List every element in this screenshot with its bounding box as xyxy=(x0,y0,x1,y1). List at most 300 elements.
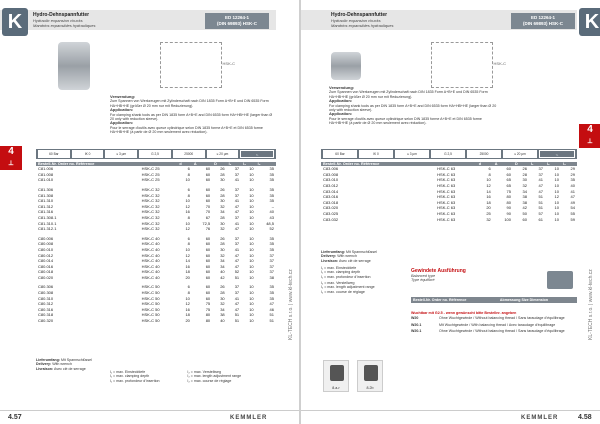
col-l1: l₁ xyxy=(529,162,545,166)
usage-head-en: Application: xyxy=(110,107,134,113)
order-number-cell: C80.014 xyxy=(38,258,54,264)
table-cell: 10 xyxy=(249,186,254,192)
chapter-tab xyxy=(0,146,22,170)
table-cell: HSK-C 32 xyxy=(141,209,160,215)
table-cell: HSK-C 32 xyxy=(141,214,160,220)
table-cell: 10 xyxy=(249,235,254,241)
norm-din: (DIN 69893) HSK-C xyxy=(522,21,563,26)
table-cell: 37 xyxy=(234,192,240,198)
table-cell: HSK-C 50 xyxy=(141,295,160,301)
order-number-cell: C80.316 xyxy=(38,306,54,312)
list-item xyxy=(411,316,577,320)
pressure-icon: 60 Bar xyxy=(323,150,357,158)
order-number-cell: C83.008 xyxy=(323,171,339,177)
chapter-number: 4 xyxy=(8,146,14,157)
coolant-icon: IK 0 xyxy=(72,150,104,158)
table-cell: 26 xyxy=(522,166,527,172)
table-cell: 54 xyxy=(570,205,575,211)
table-cell: HSK-C 32 xyxy=(141,192,160,198)
table-cell: 10 xyxy=(249,301,254,307)
table-cell: 70 xyxy=(205,203,211,209)
usage-fr: Pour le serrage d'outils avec queue cylindrique selon DIN 1835 forme A+B+E et DIN 6535 forme HA+HB+HE (à partir de Ø 20 mm seulement avec réduction). xyxy=(110,125,263,135)
table-cell: 37 xyxy=(269,269,274,275)
rpm-icon: 25000 xyxy=(467,150,501,158)
order-number-cell: C81.312 xyxy=(38,203,54,209)
table-cell: 10 xyxy=(249,214,254,220)
delivery-value-en: With wrench xyxy=(337,254,357,259)
table-cell: 10 xyxy=(249,241,254,247)
table-cell: 37 xyxy=(538,171,543,177)
table-cell: HSK-C 40 xyxy=(141,258,160,264)
table-cell: 16 xyxy=(185,209,190,215)
table-cell: 26 xyxy=(220,186,225,192)
table-cell: 51 xyxy=(538,199,543,205)
table-cell: 41 xyxy=(234,198,240,204)
acc-desc: Mit Wuchtgewinde / With balancing thread / Avec taraudage d'équilibrage xyxy=(439,322,556,327)
table-cell: 37 xyxy=(269,252,274,258)
table-cell: 40 xyxy=(269,209,274,215)
table-cell: 52 xyxy=(269,226,274,232)
page-number: 4.57 xyxy=(8,414,22,421)
col-order-no: Bestell-Nr. Order no. Référence xyxy=(36,162,140,166)
table-cell: 26 xyxy=(220,235,225,241)
table-cell: 47 xyxy=(234,203,240,209)
table-cell: HSK-C 50 xyxy=(141,301,160,307)
table-cell: 46 xyxy=(269,306,274,312)
delivery-value-fr: Avec clé de serrage xyxy=(339,258,371,263)
legend xyxy=(321,281,375,294)
accessory-subtitle-fr: Type équilibré xyxy=(411,278,435,283)
table-cell: 10 xyxy=(554,205,559,211)
legend-line: l₁ = max. clamping depth xyxy=(321,270,361,275)
table-cell: 10 xyxy=(554,216,559,222)
page-title: Hydro-Dehnspannfutter xyxy=(331,12,388,18)
order-number-cell: C81.308 xyxy=(38,192,54,198)
table-cell: 51 xyxy=(538,194,543,200)
table-cell: 42 xyxy=(522,205,527,211)
col-l1: l₁ xyxy=(227,162,242,166)
table-cell: 60 xyxy=(205,171,211,177)
table-cell: 37 xyxy=(234,166,240,172)
balance-icon: G 2,5 xyxy=(431,150,465,158)
table-cell: 59 xyxy=(570,216,575,222)
table-cell: 32 xyxy=(486,216,491,222)
table-cell: 32 xyxy=(220,301,225,307)
table-cell: 10 xyxy=(554,177,559,183)
order-number-cell: C83.016 xyxy=(323,194,339,200)
legend-line: l₂ = max. course de réglage xyxy=(187,378,232,383)
acc-desc: Ohne Wuchtgewinde / Without balancing thread / Sans taraudage d'équilibrage xyxy=(439,329,565,334)
table-cell: HSK-C 32 xyxy=(141,186,160,192)
left-page xyxy=(0,0,299,424)
norm-din: (DIN 69893) HSK-C xyxy=(216,21,257,26)
order-number-cell: C80.020 xyxy=(38,274,54,280)
property-icon-bar xyxy=(321,149,577,159)
table-cell: 10 xyxy=(249,295,254,301)
accessory-rows xyxy=(411,310,577,336)
table-cell: 10 xyxy=(249,318,254,324)
table-cell: 18 xyxy=(486,199,491,205)
table-cell: 90 xyxy=(506,205,511,211)
part-image xyxy=(364,365,378,381)
order-number-cell: C80.018 xyxy=(38,269,54,275)
table-cell: 10 xyxy=(554,166,559,172)
acc-col-size: Abmessung Size Dimension xyxy=(498,297,577,303)
table-cell: 32 xyxy=(220,203,225,209)
legend-line: l₁ = max. clamping depth xyxy=(110,374,150,379)
table-cell: 30 xyxy=(220,177,225,183)
table-cell: 32 xyxy=(220,226,225,232)
order-number-cell: C83.014 xyxy=(323,188,339,194)
thumbnail xyxy=(323,360,349,392)
table-cell: 6 xyxy=(187,284,190,290)
table-cell: 48,5 xyxy=(266,220,274,226)
table-cell: HSK-C 32 xyxy=(141,203,160,209)
table-cell: 37 xyxy=(234,171,240,177)
delivery-label-en: Delivery: xyxy=(36,362,52,367)
website-vertical: KL-TECH s.r.o. | www.kl-tech.cz xyxy=(288,269,294,340)
usage-head-de: Verwendung: xyxy=(110,94,136,99)
legend xyxy=(110,370,241,383)
table-cell: 30 xyxy=(220,295,225,301)
tolerance-icon: ≤ 20 µm xyxy=(503,150,537,158)
table-cell: HSK-C 40 xyxy=(141,241,160,247)
tool-icon: ⟂ xyxy=(8,160,14,167)
table-cell: HSK-C 50 xyxy=(141,318,160,324)
table-cell: 28 xyxy=(220,290,225,296)
table-cell: HSK-C 63 xyxy=(437,182,456,188)
table-cell: 10 xyxy=(185,295,190,301)
table-cell: HSK-C 40 xyxy=(141,263,160,269)
table-cell: 70 xyxy=(205,209,211,215)
table-cell: 60 xyxy=(205,258,211,264)
order-number-cell: C81.010 xyxy=(38,177,54,183)
order-number-cell: C83.025 xyxy=(323,210,339,216)
table-cell: 47 xyxy=(570,194,575,200)
table-cell: 10 xyxy=(249,209,254,215)
order-number-cell: C80.318 xyxy=(38,312,54,318)
table-cell: 10 xyxy=(249,198,254,204)
chuck-image xyxy=(58,42,90,90)
table-cell: 75 xyxy=(506,188,511,194)
delivery-label-de: Lieferumfang: xyxy=(36,358,60,362)
order-number-cell: C83.006 xyxy=(323,166,339,172)
table-cell: 10 xyxy=(249,166,254,172)
table-cell: 35 xyxy=(269,235,274,241)
order-number-cell: C81.006 xyxy=(38,166,54,172)
order-number-cell: C80.306 xyxy=(38,284,54,290)
usage-head-fr: Application: xyxy=(110,120,134,126)
table-cell: 76 xyxy=(205,226,211,232)
chuck-image xyxy=(331,52,361,80)
thumbnail-label: 8.a-r xyxy=(332,386,340,390)
order-number-cell: C80.010 xyxy=(38,246,54,252)
table-cell: – xyxy=(271,203,274,209)
table-cell: 41 xyxy=(234,295,240,301)
table-cell: 37 xyxy=(234,241,240,247)
table-cell: 10 xyxy=(554,199,559,205)
table-cell: 47 xyxy=(234,263,240,269)
table-cell: HSK-C 25 xyxy=(141,177,160,183)
delivery-value-de: Mit Spannschlüssel xyxy=(345,250,377,254)
table-cell: 25 xyxy=(486,210,491,216)
table-cell: 75 xyxy=(205,301,211,307)
table-cell: 41 xyxy=(234,177,240,183)
table-cell: 30 xyxy=(220,246,225,252)
table-cell: 51 xyxy=(269,312,274,318)
table-cell: 6 xyxy=(488,166,491,172)
acc-code: W20 xyxy=(411,316,419,321)
table-cell: 20 xyxy=(185,318,190,324)
table-cell: 20 xyxy=(185,274,190,280)
table-cell: 34 xyxy=(220,258,225,264)
table-cell: 10 xyxy=(554,171,559,177)
thumbnail-label: 8.2b xyxy=(366,386,374,390)
table-cell: 35 xyxy=(269,290,274,296)
table-cell: 51 xyxy=(538,205,543,211)
acc-code: W20.1 xyxy=(411,329,422,334)
table-cell: 29 xyxy=(570,166,575,172)
table-cell: 26 xyxy=(220,284,225,290)
table-cell: 37 xyxy=(269,258,274,264)
table-cell: 55 xyxy=(570,210,575,216)
subtitle-en: Hydraulic expansion chucks xyxy=(33,18,83,23)
col-order-no: Bestell-Nr. Order no. Référence xyxy=(321,162,435,166)
table-cell: HSK-C 40 xyxy=(141,252,160,258)
order-number-cell: C81.306 xyxy=(38,186,54,192)
table-cell: 49 xyxy=(570,199,575,205)
table-cell: 14 xyxy=(486,188,491,194)
table-cell: 34 xyxy=(220,263,225,269)
col-d: d xyxy=(177,162,192,166)
table-cell: 30 xyxy=(522,177,527,183)
table-cell: 90 xyxy=(506,210,511,216)
order-number-cell: C81.310.1 xyxy=(38,220,57,226)
order-number-cell: C83.032 xyxy=(323,216,339,222)
table-cell: 16 xyxy=(185,263,190,269)
col-a: A xyxy=(192,162,212,166)
table-cell: 43 xyxy=(269,214,274,220)
col-dd: D xyxy=(513,162,529,166)
order-number-cell: C81.308.1 xyxy=(38,214,57,220)
table-cell: 16 xyxy=(185,306,190,312)
table-cell: 37 xyxy=(234,186,240,192)
accessory-title: Gewindete Ausführung xyxy=(411,268,466,274)
legend-line: l₁ = max. Einstecktiefe xyxy=(110,370,146,374)
delivery-label-fr: Livraison: xyxy=(321,258,339,263)
table-cell: 38 xyxy=(269,274,274,280)
table-cell: 16 xyxy=(486,194,491,200)
table-cell: 40 xyxy=(220,269,225,275)
delivery-info xyxy=(36,358,92,371)
table-cell: 60 xyxy=(205,269,211,275)
table-cell: 60 xyxy=(506,166,511,172)
pressure-icon: 60 Bar xyxy=(38,150,70,158)
coolant-icon: IK 0 xyxy=(359,150,393,158)
delivery-value-en: With wrench xyxy=(52,362,72,367)
col-l2: l₂ xyxy=(545,162,561,166)
table-row xyxy=(321,217,577,223)
chapter-number: 4 xyxy=(587,124,593,135)
subtitle-fr: Mandrins expansibles hydrauliques xyxy=(33,23,96,28)
table-cell: HSK-C 50 xyxy=(141,312,160,318)
legend-line: l₁ = max. profondeur d'insertion xyxy=(321,274,371,279)
subtitle-fr: Mandrins expansibles hydrauliques xyxy=(331,23,394,28)
acc-desc: Ohne Wuchtgewinde / Without balancing thread / Sans taraudage d'équilibrage xyxy=(439,316,565,321)
order-number-cell: C83.012 xyxy=(323,182,339,188)
table-cell: 67 xyxy=(205,214,211,220)
table-cell: 8 xyxy=(187,192,190,198)
table-cell: 10 xyxy=(249,269,254,275)
table-cell: HSK-C 32 xyxy=(141,226,160,232)
usage-text xyxy=(329,86,499,126)
table-cell: 41 xyxy=(538,177,543,183)
col-dd: D xyxy=(212,162,227,166)
accessory-section: Wuchtbar mit G2.5 - wenn gewünscht bitte Bestellnr. angeben xyxy=(411,311,517,315)
table-cell: 10 xyxy=(249,171,254,177)
table-cell: 10 xyxy=(249,226,254,232)
order-number-cell: C81.008 xyxy=(38,171,54,177)
col-l2: l₂ xyxy=(241,162,256,166)
order-number-cell: C83.018 xyxy=(323,199,339,205)
table-cell: 10 xyxy=(185,220,190,226)
table-cell: 60 xyxy=(506,171,511,177)
table-cell: 40 xyxy=(570,182,575,188)
usage-fr: Pour le serrage d'outils avec queue cylindrique selon DIN 1835 forme A+B+E et DIN 6535 forme HA+HB+HE (à partir de Ø 20 mm seulement avec réduction). xyxy=(329,116,482,126)
norm-code-box xyxy=(205,13,269,29)
page-title: Hydro-Dehnspannfutter xyxy=(33,12,90,18)
table-cell: 60 xyxy=(205,263,211,269)
table-cell: HSK-C 40 xyxy=(141,269,160,275)
table-cell: 60 xyxy=(205,274,211,280)
table-cell: 35 xyxy=(269,284,274,290)
table-cell: HSK-C 40 xyxy=(141,235,160,241)
page-title-block xyxy=(33,12,193,28)
table-cell: 60 xyxy=(205,166,211,172)
technical-drawing xyxy=(431,42,506,88)
brand-footer: KEMMLER xyxy=(230,415,268,421)
table-cell: 29 xyxy=(570,171,575,177)
order-number-cell: C80.008 xyxy=(38,241,54,247)
table-cell: HSK-C 63 xyxy=(437,210,456,216)
table-cell: HSK-C 63 xyxy=(437,216,456,222)
usage-head-de: Verwendung: xyxy=(329,85,355,90)
delivery-value-de: Mit Spannschlüssel xyxy=(60,358,92,362)
thumbnail xyxy=(357,360,383,392)
order-number-cell: C80.016 xyxy=(38,263,54,269)
legend-line: l₂ = max. length adjustment range xyxy=(187,374,242,379)
usage-de: Zum Spannen von Werkzeugen mit Zylinderschaft nach DIN 1835 Form A+B+E und DIN 6535 Form HA+HB+HE (größer Ø 20 mm nur mit Reduzierung). xyxy=(110,99,269,108)
right-page xyxy=(301,0,600,424)
usage-head-en: Application: xyxy=(329,98,353,104)
table-cell: HSK-C 50 xyxy=(141,290,160,296)
table-cell: 12 xyxy=(185,252,190,258)
table-cell: 41 xyxy=(234,246,240,252)
table-cell: 28 xyxy=(220,214,225,220)
list-item xyxy=(411,323,577,327)
table-cell: HSK-C 32 xyxy=(141,220,160,226)
table-cell: 8 xyxy=(187,214,190,220)
table-cell: 47 xyxy=(538,182,543,188)
table-cell: 34 xyxy=(220,209,225,215)
legend-line: l₂ = max. length adjustment range xyxy=(321,285,375,290)
table-cell: 35 xyxy=(269,198,274,204)
accessory-table xyxy=(411,297,577,303)
delivery-label-de: Lieferumfang: xyxy=(321,250,345,254)
table-cell: 28 xyxy=(220,192,225,198)
table-cell: 80 xyxy=(506,199,511,205)
table-cell: 10 xyxy=(185,177,190,183)
table-cell: 60 xyxy=(205,192,211,198)
table-cell: 37 xyxy=(234,214,240,220)
table-cell: 75 xyxy=(205,306,211,312)
table-cell: 40 xyxy=(220,318,225,324)
order-number-cell: C81.312.1 xyxy=(38,226,57,232)
table-cell: 10 xyxy=(554,188,559,194)
table-cell: 10 xyxy=(249,252,254,258)
table-cell: HSK-C 25 xyxy=(141,171,160,177)
table-cell: 51 xyxy=(234,312,240,318)
usage-de: Zum Spannen von Werkzeugen mit Zylinderschaft nach DIN 1835 Form A+B+E und DIN 6535 Form HA+HB+HE (größer Ø 20 mm nur mit Reduzierung). xyxy=(329,90,488,99)
table-cell: 18 xyxy=(185,269,190,275)
table-cell: 65 xyxy=(506,177,511,183)
table-cell: 41 xyxy=(234,220,240,226)
norm-code: ED 12264-1 xyxy=(530,15,556,20)
order-number-cell: C80.310 xyxy=(38,295,54,301)
table-cell: 60 xyxy=(205,295,211,301)
table-cell: 10 xyxy=(249,177,254,183)
delivery-label-fr: Livraison: xyxy=(36,366,54,371)
col-d: d xyxy=(477,162,493,166)
table-cell: 60 xyxy=(205,241,211,247)
table-cell: 12 xyxy=(185,226,190,232)
table-cell: 32 xyxy=(220,252,225,258)
table-cell: 80 xyxy=(205,318,211,324)
table-cell: 12 xyxy=(185,203,190,209)
table-cell: 37 xyxy=(234,235,240,241)
table-cell: 35 xyxy=(269,192,274,198)
table-cell: 65 xyxy=(506,182,511,188)
kemmler-logo: K xyxy=(2,8,28,36)
table-cell: 60 xyxy=(205,252,211,258)
table-cell: 51 xyxy=(269,318,274,324)
table-cell: 32 xyxy=(522,182,527,188)
order-number-cell: C80.308 xyxy=(38,290,54,296)
table-cell: 38 xyxy=(522,199,527,205)
thumbnail-row xyxy=(323,360,383,392)
table-cell: 80 xyxy=(506,194,511,200)
acc-col-order: Bestell-Nr. Order no. Référence xyxy=(411,297,498,303)
runout-icon: ≤ 3 µm xyxy=(105,150,137,158)
table-cell: HSK-C 63 xyxy=(437,177,456,183)
table-cell: 60 xyxy=(205,246,211,252)
table-cell: 35 xyxy=(269,186,274,192)
col-l3: l₃ xyxy=(256,162,276,166)
table-cell: HSK-C 50 xyxy=(141,284,160,290)
table-cell: 30 xyxy=(220,220,225,226)
order-number-cell: C80.012 xyxy=(38,252,54,258)
brand-footer: KEMMLER xyxy=(521,415,559,421)
col-a: A xyxy=(493,162,513,166)
acc-code: W20.1 xyxy=(411,322,422,327)
table-cell: 47 xyxy=(234,252,240,258)
runout-icon: ≤ 3 µm xyxy=(395,150,429,158)
table-cell: HSK-C 63 xyxy=(437,199,456,205)
table-cell: 8 xyxy=(187,290,190,296)
part-image xyxy=(330,365,344,381)
table-row xyxy=(36,318,276,324)
usage-head-fr: Application: xyxy=(329,111,353,117)
